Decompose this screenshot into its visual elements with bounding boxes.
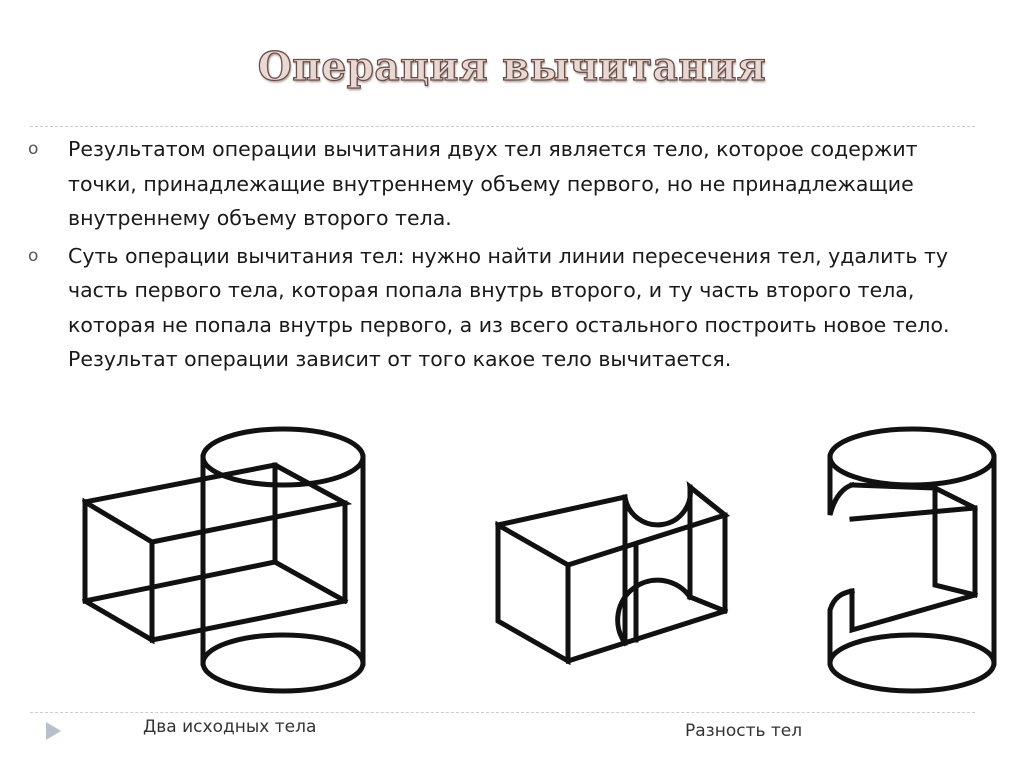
cut-cylinder-recess-back [852,508,975,519]
bullet-item-definition [24,132,964,236]
cut-box-front-face [498,525,568,661]
figure-difference-cylinder [830,429,994,691]
bottom-divider [30,712,975,713]
cut-cylinder-recess [852,485,975,630]
cut-cylinder-top-ellipse [830,429,994,485]
bullet-text-essence: Суть операции вычитания тел: нужно найти линии пересечения тел, удалить ту часть первого тела, которая попала внутрь второго, и ту часть второго тела, которая не попала внутрь первого, а из всего остального построить новое тело. Результат операции зависит от того какое тело вычитается. [68,243,950,371]
bullet-marker: o [28,245,39,266]
box-top-face [85,465,345,542]
figure-source-bodies [85,429,363,691]
figures-area [0,415,1024,715]
cut-box-concave-surface [625,487,725,643]
bullet-list [24,132,964,380]
figures-drawing [0,415,1024,715]
cut-cylinder-bottom-ellipse [830,635,994,691]
box-front-face [85,502,152,640]
figure-difference-box [498,487,725,661]
caption-source-bodies: Два исходных тела [143,717,317,737]
bullet-item-essence [24,239,964,377]
cut-box-right-face [568,515,725,661]
bullet-marker: o [28,139,39,159]
cylinder-bottom-ellipse [203,635,363,691]
caption-difference: Разность тел [685,721,803,741]
top-divider [30,126,975,127]
play-arrow-icon[interactable] [46,722,61,740]
page-title: Операция вычитания [257,44,767,90]
bullet-text-definition: Результатом операции вычитания двух тел является тело, которое содержит точки, принадлежащие внутреннему объему первого, но не принадлежащие внутреннему объему второго тела. [68,137,918,230]
box-hidden-edge-back [275,562,345,601]
